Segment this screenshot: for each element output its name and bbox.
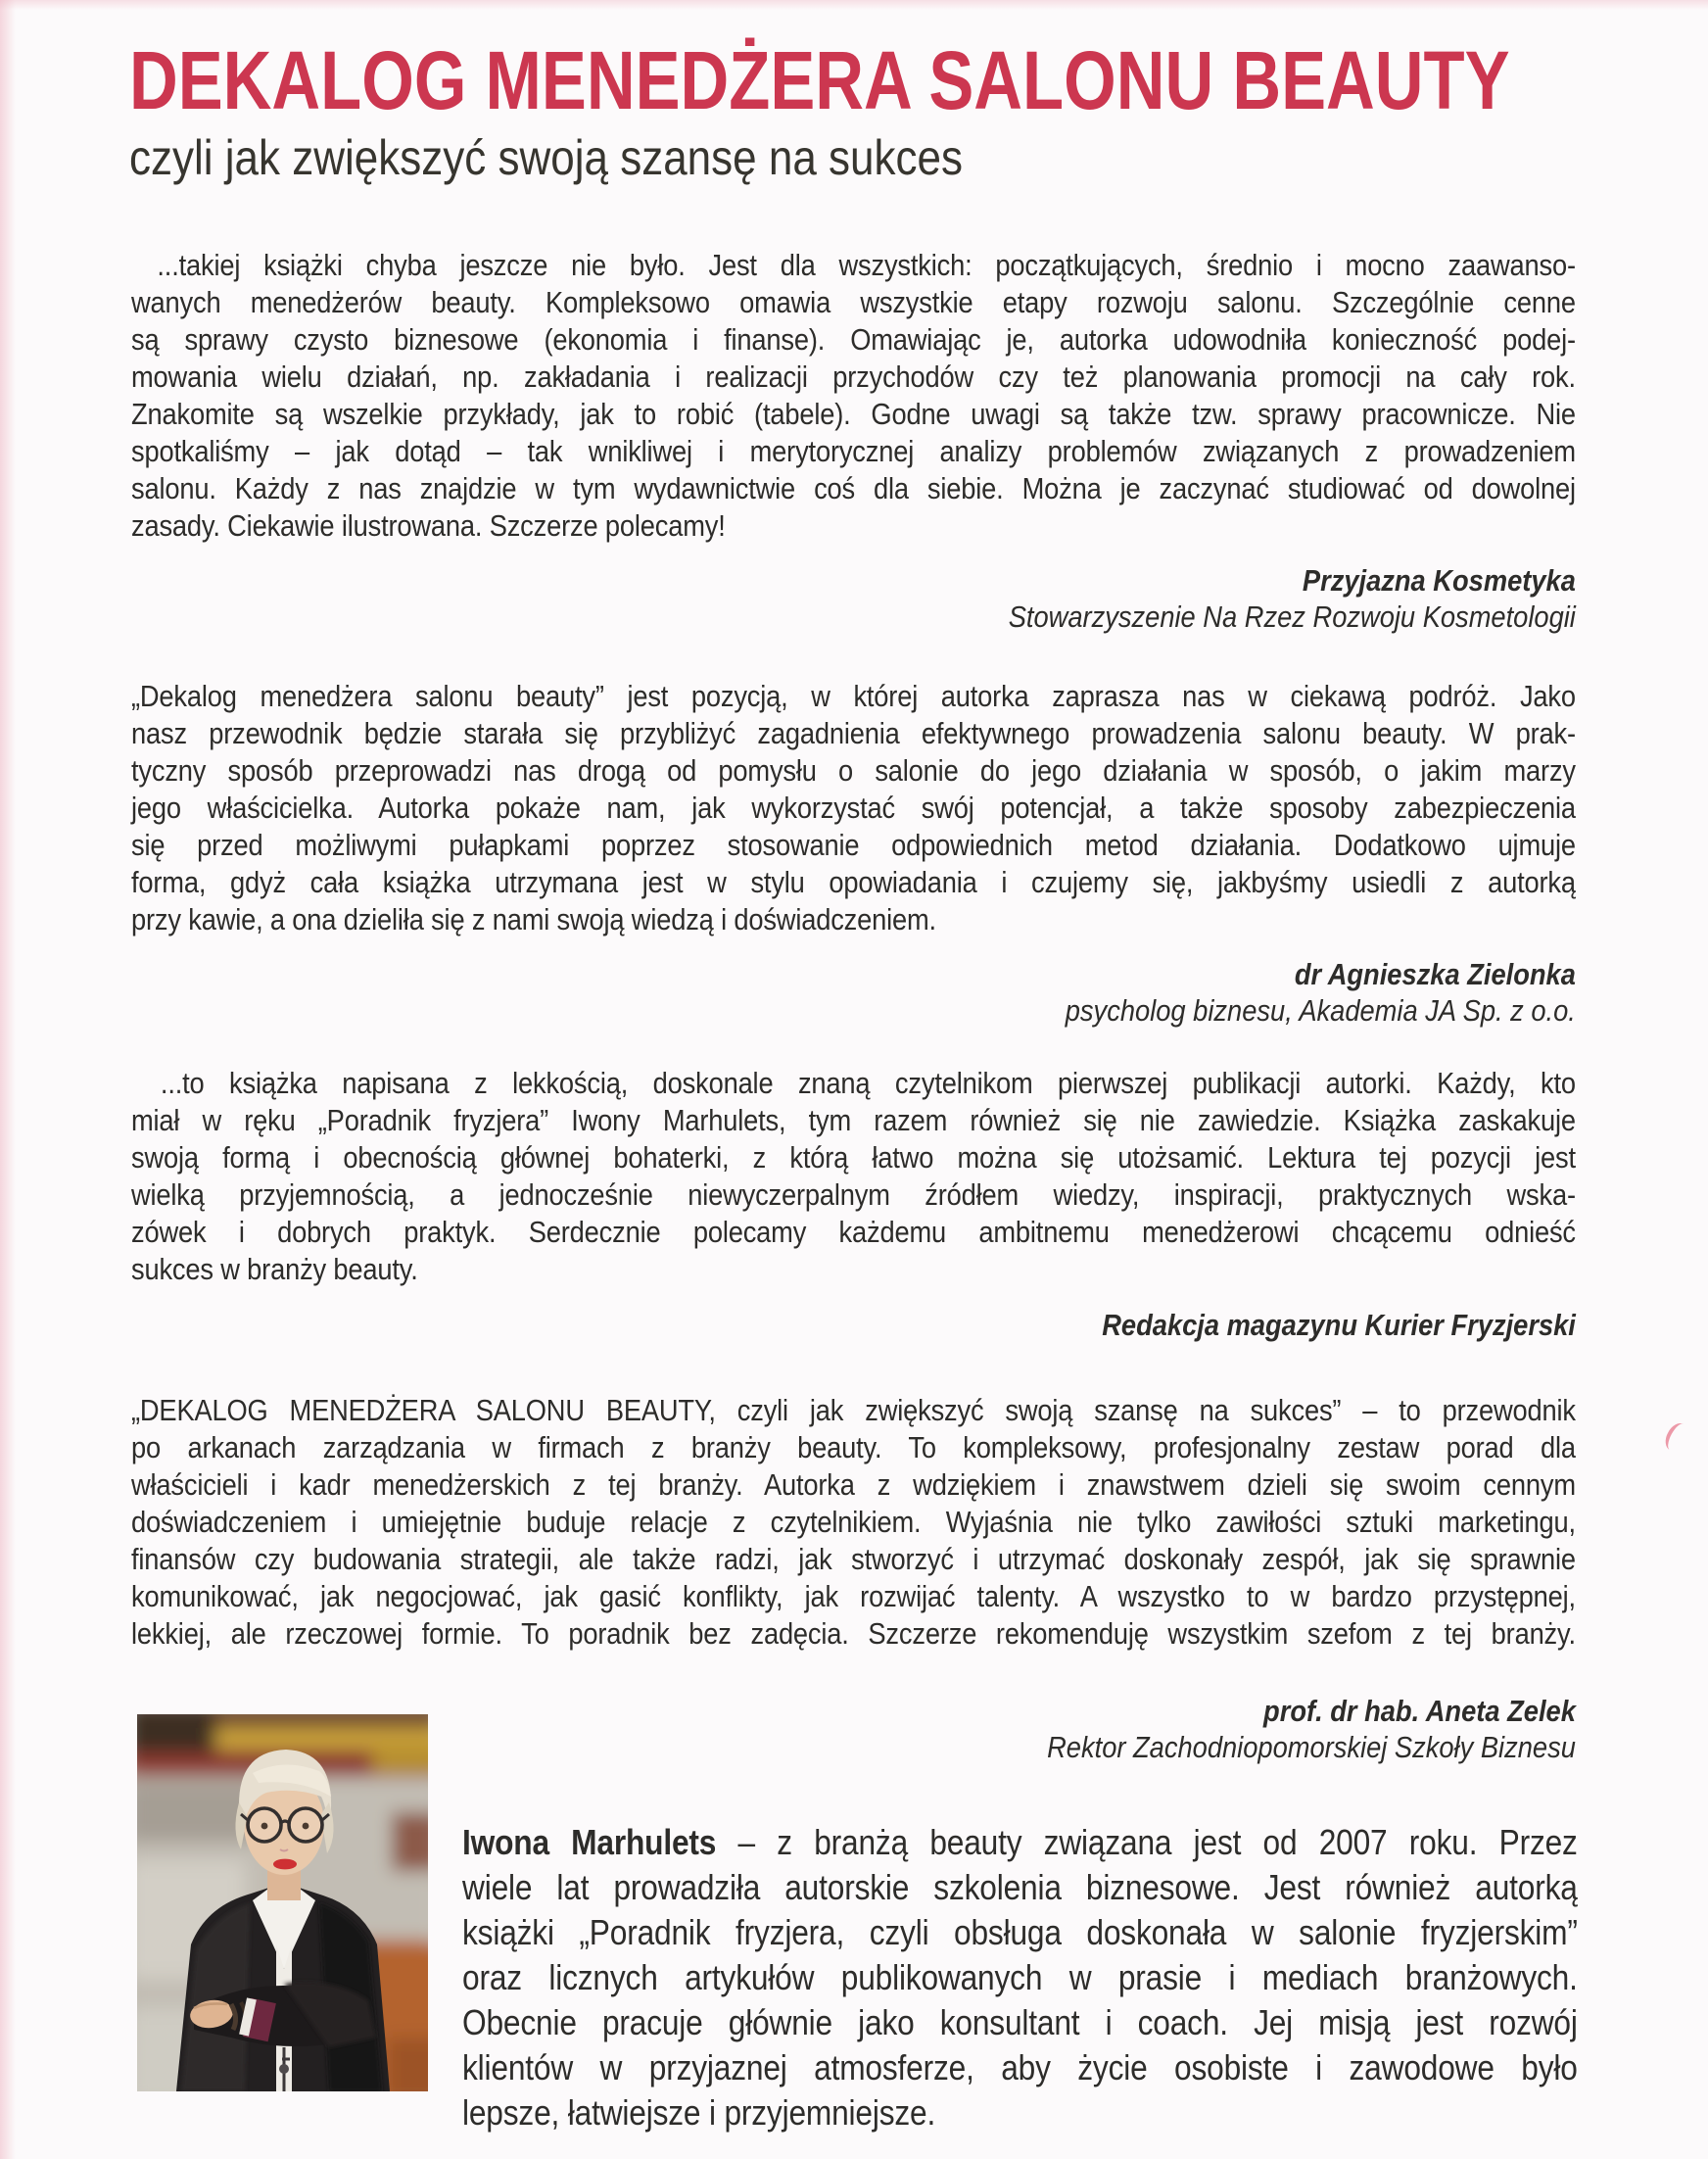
text-line: lekkiej, ale rzeczowej formie. To poradnik bez zadęcia. Szczerze rekomenduję wszystkim szefom z tej branży.: [131, 1616, 1576, 1651]
text-line: klientów w przyjaznej atmosferze, aby życie osobiste i zawodowe było: [462, 2047, 1578, 2087]
bio-first-line-text: – z branżą beauty związana jest od 2007 roku. Przez: [716, 1822, 1578, 1862]
text-line: tyczny sposób przeprowadzi nas drogą od pomysłu o salonie do jego działania w sposób, o jakim marzy: [131, 753, 1576, 788]
text-line: się przed możliwymi pułapkami poprzez stosowanie odpowiednich metod działania. Dodatkowo ujmuje: [131, 828, 1576, 862]
text-line: ...takiej książki chyba jeszcze nie było. Jest dla wszystkich: początkujących, średnio i mocno zaawanso-: [157, 248, 1576, 282]
author-portrait-illustration: [137, 1714, 428, 2091]
text-line: lepsze, łatwiejsze i przyjemniejsze.: [462, 2092, 936, 2133]
page-title: DEKALOG MENEDŻERA SALONU BEAUTY: [129, 34, 1510, 126]
text-line: komunikować, jak negocjować, jak gasić konflikty, jak rozwijać talenty. A wszystko to w bardzo przystępnej,: [131, 1579, 1576, 1613]
text-line: są sprawy czysto biznesowe (ekonomia i finanse). Omawiając je, autorka udowodniła konieczność podej-: [131, 322, 1576, 357]
scan-smudge: [1661, 1419, 1692, 1455]
text-line: wanych menedżerów beauty. Kompleksowo omawia wszystkie etapy rozwoju salonu. Szczególnie cenne: [131, 285, 1576, 319]
text-line: spotkaliśmy – jak dotąd – tak wnikliwej i merytorycznej analizy problemów związanych z prowadzeniem: [131, 434, 1576, 468]
text-line: miał w ręku „Poradnik fryzjera” Iwony Marhulets, tym razem również się nie zawiedzie. Książka zaskakuje: [131, 1103, 1576, 1137]
attribution-role: psycholog biznesu, Akademia JA Sp. z o.o.: [1065, 993, 1576, 1028]
text-line: oraz licznych artykułów publikowanych w prasie i mediach branżowych.: [462, 1957, 1578, 1997]
text-line: po arkanach zarządzania w firmach z branży beauty. To kompleksowy, profesjonalny zestaw porad dla: [131, 1430, 1576, 1464]
attribution-role: Rektor Zachodniopomorskiej Szkoły Biznesu: [1047, 1730, 1576, 1764]
scan-edge-top: [0, 0, 1708, 10]
attribution-name: prof. dr hab. Aneta Zelek: [1263, 1694, 1576, 1728]
attribution-3: [131, 1307, 1576, 1343]
text-line: mowania wielu działań, np. zakładania i realizacji przychodów czy też planowania promocji na cały rok.: [131, 360, 1576, 394]
text-line: zówek i dobrych praktyk. Serdecznie polecamy każdemu ambitnemu menedżerowi chcącemu odnieść: [131, 1215, 1576, 1249]
bio-author-name: Iwona Marhulets: [462, 1822, 717, 1862]
text-line: forma, gdyż cała książka utrzymana jest w stylu opowiadania i czujemy się, jakbyśmy usiedli z autorką: [131, 865, 1576, 899]
attribution-name: Redakcja magazynu Kurier Fryzjerski: [1102, 1308, 1576, 1342]
testimonial-paragraph-3: [131, 1065, 1576, 1288]
testimonial-paragraph-2: [131, 678, 1576, 938]
text-line: Obecnie pracuje głównie jako konsultant i coach. Jej misją jest rozwój: [462, 2002, 1578, 2042]
testimonial-paragraph-1: [131, 247, 1576, 545]
attribution-1: [131, 562, 1576, 635]
text-line: salonu. Każdy z nas znajdzie w tym wydawnictwie coś dla siebie. Można je zaczynać studiować od dowolnej: [131, 471, 1576, 505]
text-line: doświadczeniem i umiejętnie buduje relacje z czytelnikiem. Wyjaśnia nie tylko zawiłości sztuki marketingu,: [131, 1505, 1576, 1539]
text-line: wiele lat prowadziła autorskie szkolenia biznesowe. Jest również autorką: [462, 1867, 1578, 1907]
attribution-role: Stowarzyszenie Na Rzez Rozwoju Kosmetologii: [1008, 600, 1576, 634]
text-line: zasady. Ciekawie ilustrowana. Szczerze polecamy!: [131, 508, 726, 543]
scan-edge-left: [0, 0, 16, 2159]
text-line: finansów czy budowania strategii, ale także radzi, jak stworzyć i utrzymać doskonały zespół, jak się sprawnie: [131, 1542, 1576, 1576]
text-line: właścicieli i kadr menedżerskich z tej branży. Autorka z wdziękiem i znawstwem dzieli się swoim cennym: [131, 1467, 1576, 1502]
testimonial-paragraph-4: [131, 1392, 1576, 1653]
bio-lines: [462, 1865, 1578, 2135]
attribution-name: dr Agnieszka Zielonka: [1294, 957, 1576, 991]
text-line: Znakomite są wszelkie przykłady, jak to robić (tabele). Godne uwagi są także tzw. sprawy pracownicze. Nie: [131, 397, 1576, 431]
text-line: „DEKALOG MENEDŻERA SALONU BEAUTY, czyli jak zwiększyć swoją szansę na sukces” – to przewodnik: [131, 1393, 1576, 1427]
author-photo: [137, 1714, 428, 2091]
attribution-2: [131, 956, 1576, 1029]
attribution-name: Przyjazna Kosmetyka: [1302, 563, 1576, 598]
text-line: wielką przyjemnością, a jednocześnie niewyczerpalnym źródłem wiedzy, inspiracji, praktycznych wska-: [131, 1177, 1576, 1212]
text-line: swoją formą i obecnością głównej bohaterki, z którą łatwo można się utożsamić. Lektura tej pozycji jest: [131, 1140, 1576, 1175]
text-line: książki „Poradnik fryzjera, czyli obsługa doskonała w salonie fryzjerskim”: [462, 1912, 1578, 1952]
text-line: nasz przewodnik będzie starała się przybliżyć zagadnienia efektywnego prowadzenia salonu beauty. W prak-: [131, 716, 1576, 750]
text-line: „Dekalog menedżera salonu beauty” jest pozycją, w której autorka zaprasza nas w ciekawą podróż. Jako: [131, 679, 1576, 713]
bio-first-line: [462, 1820, 1578, 1865]
author-bio: [462, 1820, 1578, 2135]
text-line: jego właścicielka. Autorka pokaże nam, jak wykorzystać swój potencjał, a także sposoby zabezpieczenia: [131, 791, 1576, 825]
text-line: ...to książka napisana z lekkością, doskonale znaną czytelnikom pierwszej publikacji autorki. Każdy, kto: [160, 1066, 1576, 1100]
text-line: przy kawie, a ona dzieliła się z nami swoją wiedzą i doświadczeniem.: [131, 902, 936, 936]
text-line: sukces w branży beauty.: [131, 1252, 418, 1286]
page-subtitle: czyli jak zwiększyć swoją szansę na sukces: [129, 130, 963, 185]
